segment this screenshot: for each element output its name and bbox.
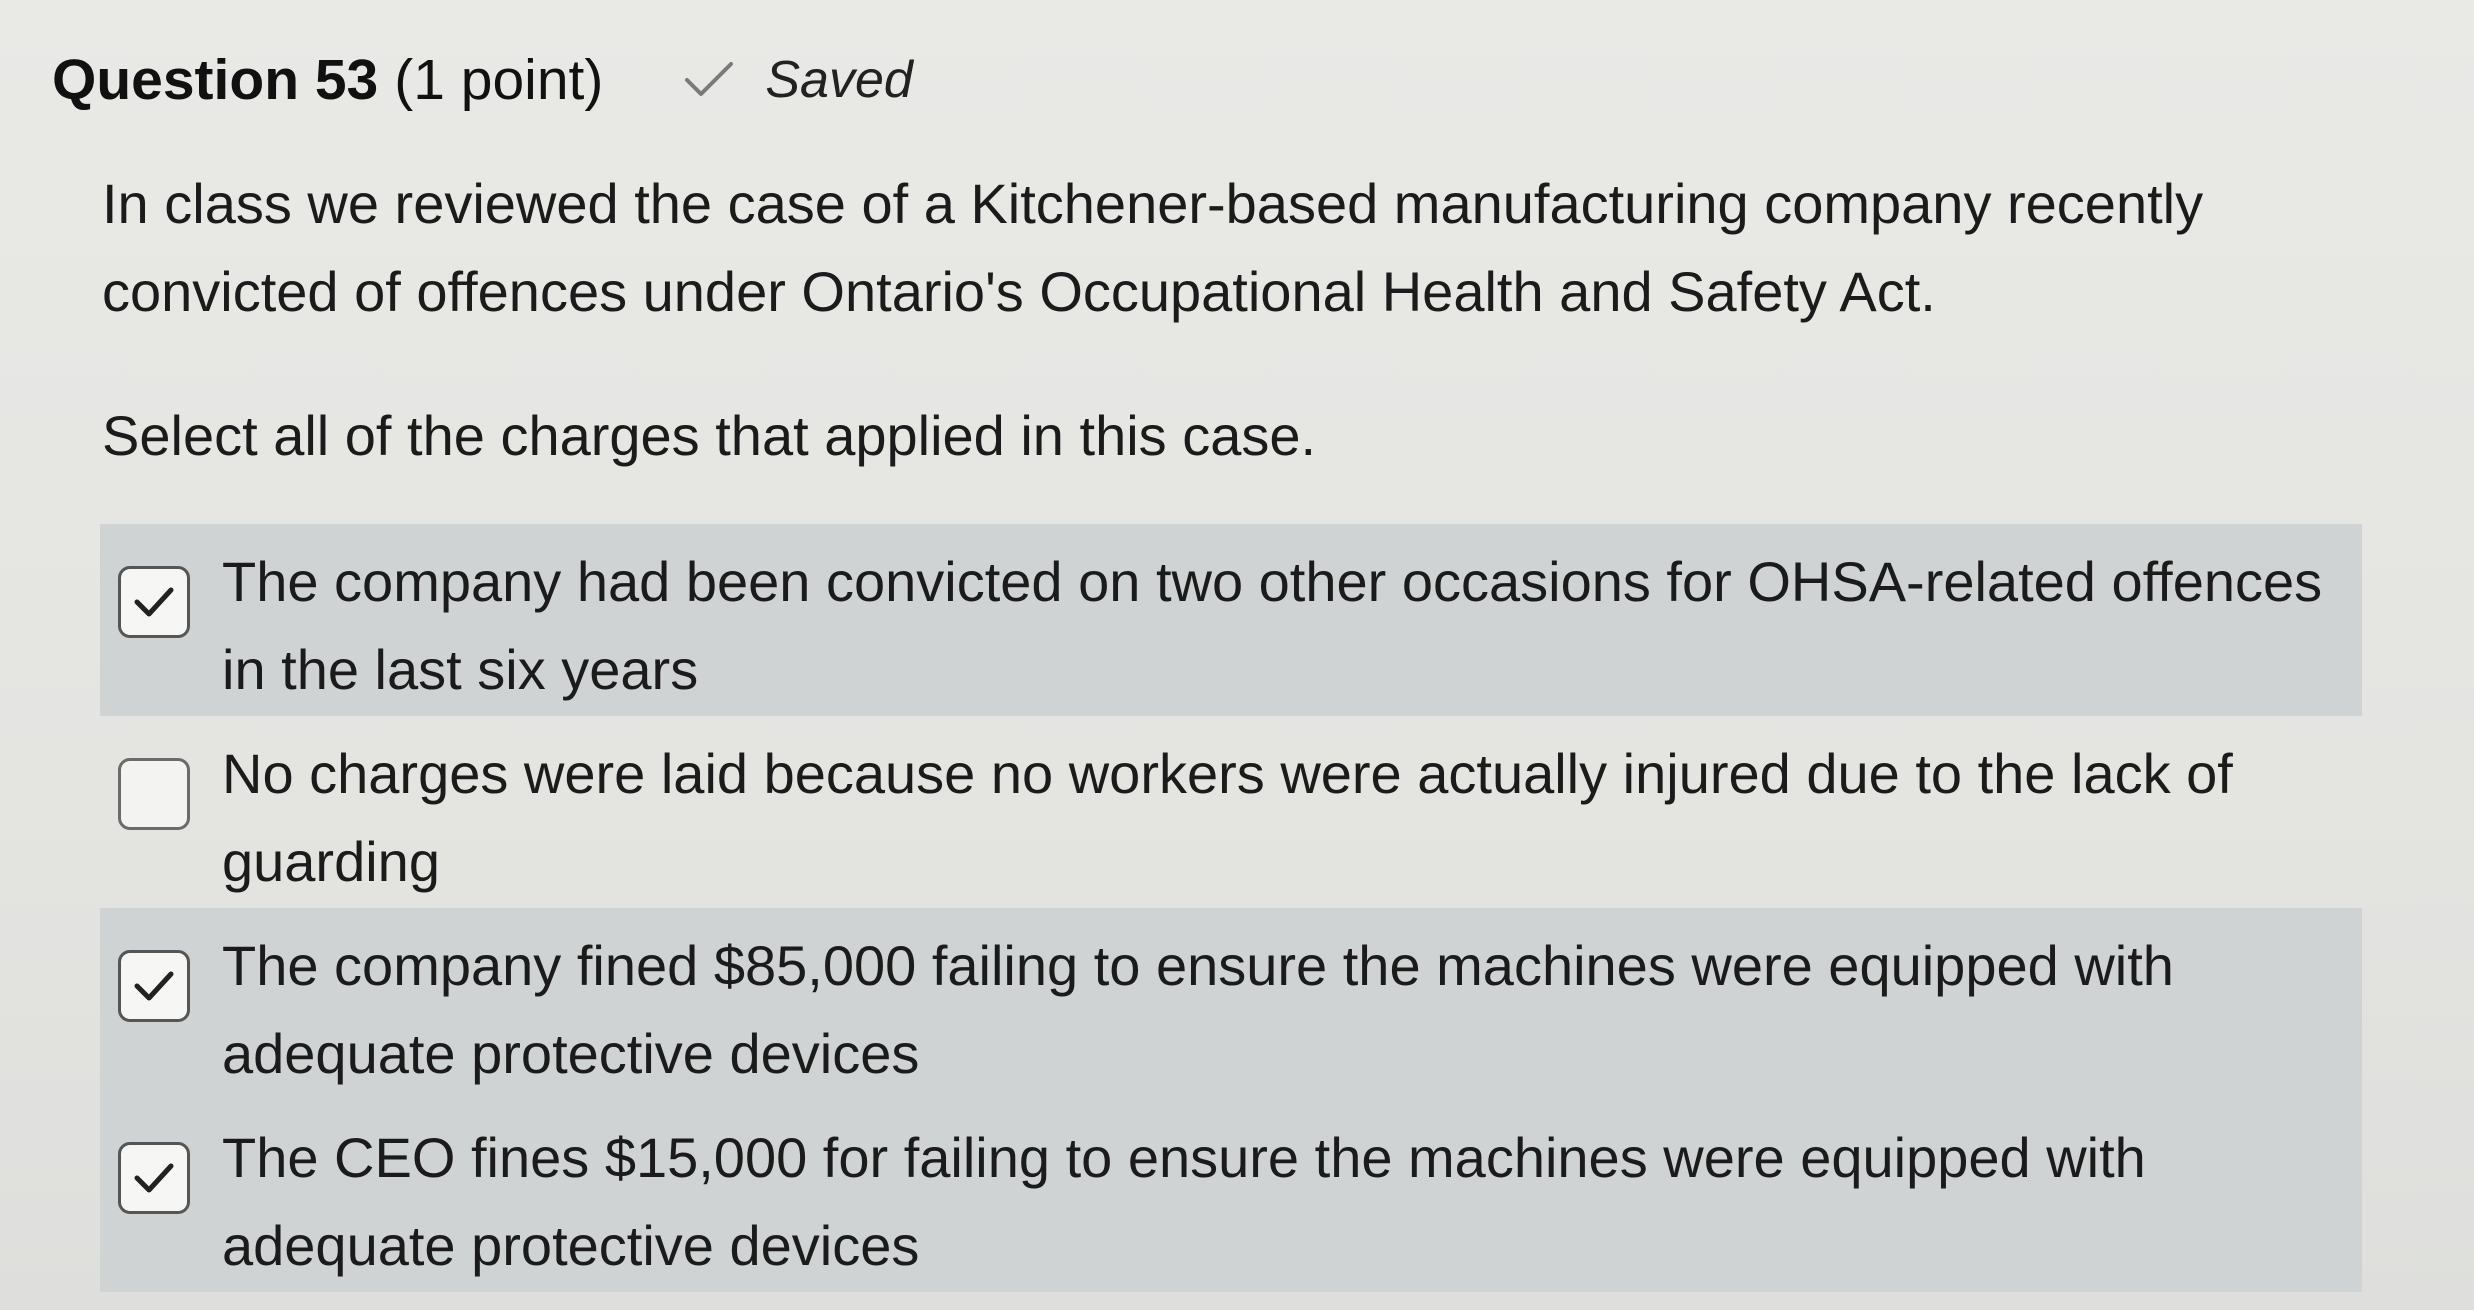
check-icon [131,582,177,622]
check-icon [683,60,735,100]
check-icon [131,1158,177,1198]
answer-option-1[interactable] [100,524,2362,716]
saved-status [683,50,912,110]
question-points: (1 point) [394,48,604,112]
answer-option-2[interactable] [100,716,2362,908]
question-title: Question 53 [52,48,379,112]
answer-checkbox[interactable] [118,950,190,1022]
answer-option-4[interactable] [100,1100,2362,1292]
saved-label: Saved [765,51,913,109]
answer-checkbox[interactable] [118,758,190,830]
question-instruction: Select all of the charges that applied in this case. [102,404,1317,467]
question-prompt: In class we reviewed the case of a Kitchener-based manufacturing company recently convicted of offences under Ontario's Occupational Health and Safety Act. [102,172,2204,323]
answer-option-label: The company fined $85,000 failing to ensure the machines were equipped with adequate protective devices [222,934,2174,1085]
answer-options [100,524,2362,1292]
answer-option-label: The company had been convicted on two other occasions for OHSA-related offences in the last six years [222,550,2323,701]
answer-option-3[interactable] [100,908,2362,1100]
answer-checkbox[interactable] [118,566,190,638]
question-header [52,40,913,120]
answer-checkbox[interactable] [118,1142,190,1214]
answer-option-label: No charges were laid because no workers were actually injured due to the lack of guarding [222,742,2233,893]
check-icon [131,966,177,1006]
answer-option-label: The CEO fines $15,000 for failing to ensure the machines were equipped with adequate protective devices [222,1126,2146,1277]
